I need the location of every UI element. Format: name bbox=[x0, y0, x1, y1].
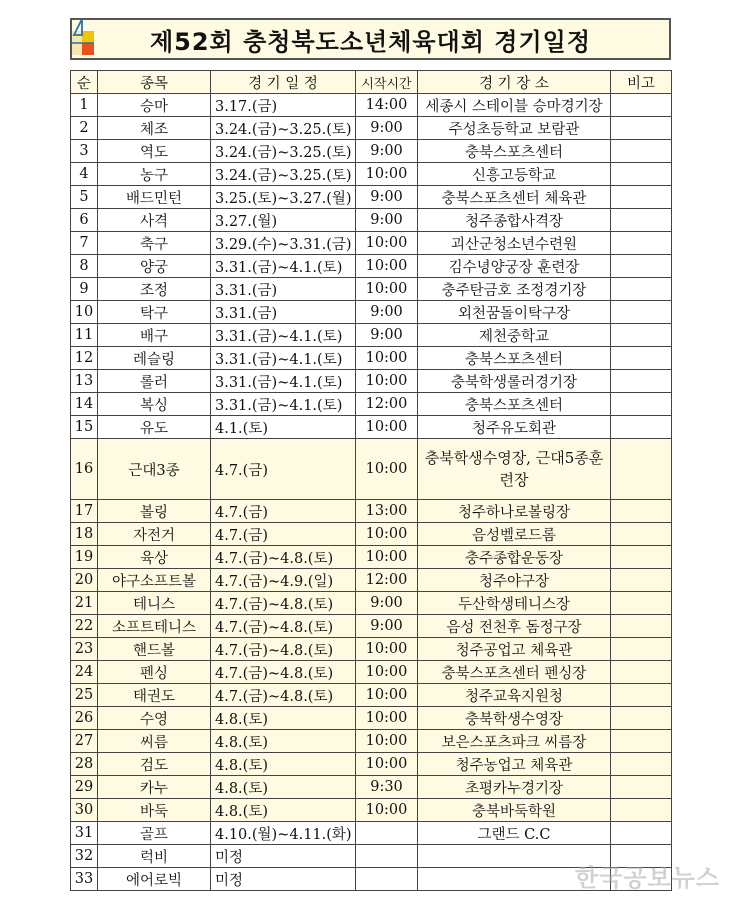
header-time: 시작시간 bbox=[356, 71, 418, 94]
header-venue: 경 기 장 소 bbox=[418, 71, 611, 94]
row-venue: 김수녕양궁장 훈련장 bbox=[418, 255, 611, 278]
table-row bbox=[71, 370, 672, 393]
row-note bbox=[611, 730, 672, 753]
row-note bbox=[611, 546, 672, 569]
row-event: 배구 bbox=[98, 324, 211, 347]
row-event: 복싱 bbox=[98, 393, 211, 416]
row-time: 10:00 bbox=[356, 523, 418, 546]
row-venue: 충북학생롤러경기장 bbox=[418, 370, 611, 393]
row-no: 17 bbox=[71, 500, 98, 523]
row-event: 축구 bbox=[98, 232, 211, 255]
row-no: 6 bbox=[71, 209, 98, 232]
row-venue: 제천중학교 bbox=[418, 324, 611, 347]
row-time: 12:00 bbox=[356, 569, 418, 592]
watermark: 한국공보뉴스 bbox=[574, 864, 720, 892]
row-note bbox=[611, 661, 672, 684]
row-event: 럭비 bbox=[98, 845, 211, 868]
row-note bbox=[611, 209, 672, 232]
row-venue: 충북바둑학원 bbox=[418, 799, 611, 822]
table-header bbox=[71, 71, 672, 94]
row-date: 3.31.(금) bbox=[211, 301, 356, 324]
table-row bbox=[71, 799, 672, 822]
row-time: 9:30 bbox=[356, 776, 418, 799]
row-venue: 충북스포츠센터 bbox=[418, 393, 611, 416]
row-date: 3.31.(금)~4.1.(토) bbox=[211, 255, 356, 278]
row-no: 2 bbox=[71, 117, 98, 140]
row-no: 10 bbox=[71, 301, 98, 324]
row-note bbox=[611, 140, 672, 163]
table-row bbox=[71, 569, 672, 592]
row-date: 4.7.(금) bbox=[211, 439, 356, 500]
table-row bbox=[71, 684, 672, 707]
row-date: 4.7.(금) bbox=[211, 500, 356, 523]
row-no: 30 bbox=[71, 799, 98, 822]
row-no: 16 bbox=[71, 439, 98, 500]
row-date: 4.7.(금) bbox=[211, 523, 356, 546]
row-venue: 그랜드 C.C bbox=[418, 822, 611, 845]
row-event: 체조 bbox=[98, 117, 211, 140]
row-event: 씨름 bbox=[98, 730, 211, 753]
row-venue: 청주종합사격장 bbox=[418, 209, 611, 232]
row-event: 에어로빅 bbox=[98, 868, 211, 891]
row-event: 테니스 bbox=[98, 592, 211, 615]
row-no: 22 bbox=[71, 615, 98, 638]
row-no: 12 bbox=[71, 347, 98, 370]
row-venue: 음성 전천후 돔정구장 bbox=[418, 615, 611, 638]
row-event: 농구 bbox=[98, 163, 211, 186]
row-date: 3.31.(금) bbox=[211, 278, 356, 301]
row-venue: 보은스포츠파크 씨름장 bbox=[418, 730, 611, 753]
row-venue: 청주교육지원청 bbox=[418, 684, 611, 707]
row-venue: 청주유도회관 bbox=[418, 416, 611, 439]
row-venue: 청주공업고 체육관 bbox=[418, 638, 611, 661]
table-row bbox=[71, 301, 672, 324]
row-date: 4.8.(토) bbox=[211, 707, 356, 730]
row-no: 32 bbox=[71, 845, 98, 868]
row-time: 9:00 bbox=[356, 592, 418, 615]
row-date: 3.17.(금) bbox=[211, 94, 356, 117]
row-venue: 초평카누경기장 bbox=[418, 776, 611, 799]
row-no: 1 bbox=[71, 94, 98, 117]
row-date: 3.27.(월) bbox=[211, 209, 356, 232]
table-row bbox=[71, 163, 672, 186]
row-no: 21 bbox=[71, 592, 98, 615]
row-date: 4.8.(토) bbox=[211, 730, 356, 753]
row-venue: 주성초등학교 보람관 bbox=[418, 117, 611, 140]
row-date: 3.31.(금)~4.1.(토) bbox=[211, 370, 356, 393]
table-row bbox=[71, 730, 672, 753]
row-event: 롤러 bbox=[98, 370, 211, 393]
table-row bbox=[71, 232, 672, 255]
row-time: 9:00 bbox=[356, 615, 418, 638]
table-row bbox=[71, 347, 672, 370]
row-venue: 세종시 스테이블 승마경기장 bbox=[418, 94, 611, 117]
row-time: 10:00 bbox=[356, 347, 418, 370]
row-date: 4.7.(금)~4.8.(토) bbox=[211, 546, 356, 569]
row-date: 4.8.(토) bbox=[211, 776, 356, 799]
row-note bbox=[611, 707, 672, 730]
row-venue: 청주야구장 bbox=[418, 569, 611, 592]
row-date: 4.8.(토) bbox=[211, 753, 356, 776]
row-time: 10:00 bbox=[356, 753, 418, 776]
row-event: 카누 bbox=[98, 776, 211, 799]
table-row bbox=[71, 776, 672, 799]
row-no: 14 bbox=[71, 393, 98, 416]
row-no: 18 bbox=[71, 523, 98, 546]
row-no: 15 bbox=[71, 416, 98, 439]
row-date: 3.24.(금)~3.25.(토) bbox=[211, 163, 356, 186]
row-time: 10:00 bbox=[356, 278, 418, 301]
header-no: 순 bbox=[71, 71, 98, 94]
row-date: 3.24.(금)~3.25.(토) bbox=[211, 117, 356, 140]
row-no: 13 bbox=[71, 370, 98, 393]
row-date: 3.24.(금)~3.25.(토) bbox=[211, 140, 356, 163]
row-note bbox=[611, 684, 672, 707]
row-date: 4.7.(금)~4.8.(토) bbox=[211, 615, 356, 638]
row-venue: 두산학생테니스장 bbox=[418, 592, 611, 615]
table-row bbox=[71, 615, 672, 638]
table-row bbox=[71, 523, 672, 546]
row-no: 33 bbox=[71, 868, 98, 891]
row-venue: 충북학생수영장 bbox=[418, 707, 611, 730]
row-time: 10:00 bbox=[356, 638, 418, 661]
row-venue: 충북스포츠센터 체육관 bbox=[418, 186, 611, 209]
table-row bbox=[71, 707, 672, 730]
row-date: 3.31.(금)~4.1.(토) bbox=[211, 347, 356, 370]
row-note bbox=[611, 416, 672, 439]
schedule-title bbox=[70, 18, 671, 60]
row-event: 역도 bbox=[98, 140, 211, 163]
table-row bbox=[71, 209, 672, 232]
table-row bbox=[71, 278, 672, 301]
header-event: 종목 bbox=[98, 71, 211, 94]
table-row bbox=[71, 500, 672, 523]
row-venue: 음성벨로드롬 bbox=[418, 523, 611, 546]
row-date: 4.7.(금)~4.8.(토) bbox=[211, 638, 356, 661]
row-note bbox=[611, 753, 672, 776]
row-venue: 청주하나로볼링장 bbox=[418, 500, 611, 523]
table-row bbox=[71, 393, 672, 416]
table-row bbox=[71, 94, 672, 117]
row-no: 20 bbox=[71, 569, 98, 592]
header-date: 경 기 일 정 bbox=[211, 71, 356, 94]
row-note bbox=[611, 500, 672, 523]
row-note bbox=[611, 117, 672, 140]
row-date: 미정 bbox=[211, 845, 356, 868]
row-time: 10:00 bbox=[356, 370, 418, 393]
row-event: 육상 bbox=[98, 546, 211, 569]
row-event: 펜싱 bbox=[98, 661, 211, 684]
row-date: 3.29.(수)~3.31.(금) bbox=[211, 232, 356, 255]
row-no: 8 bbox=[71, 255, 98, 278]
row-time: 9:00 bbox=[356, 209, 418, 232]
table-row bbox=[71, 186, 672, 209]
row-no: 24 bbox=[71, 661, 98, 684]
row-time: 10:00 bbox=[356, 707, 418, 730]
row-date: 미정 bbox=[211, 868, 356, 891]
row-event: 바둑 bbox=[98, 799, 211, 822]
row-note bbox=[611, 615, 672, 638]
table-row bbox=[71, 638, 672, 661]
row-time bbox=[356, 845, 418, 868]
row-time: 10:00 bbox=[356, 232, 418, 255]
table-row bbox=[71, 822, 672, 845]
row-time: 14:00 bbox=[356, 94, 418, 117]
row-time: 10:00 bbox=[356, 684, 418, 707]
row-venue: 신흥고등학교 bbox=[418, 163, 611, 186]
table-row bbox=[71, 416, 672, 439]
row-date: 3.25.(토)~3.27.(월) bbox=[211, 186, 356, 209]
row-no: 5 bbox=[71, 186, 98, 209]
row-venue: 충북학생수영장, 근대5종훈련장 bbox=[418, 439, 611, 500]
row-note bbox=[611, 347, 672, 370]
row-time: 9:00 bbox=[356, 186, 418, 209]
row-venue: 충북스포츠센터 bbox=[418, 140, 611, 163]
row-time: 10:00 bbox=[356, 730, 418, 753]
table-row bbox=[71, 140, 672, 163]
row-note bbox=[611, 439, 672, 500]
row-no: 27 bbox=[71, 730, 98, 753]
row-time: 9:00 bbox=[356, 117, 418, 140]
row-time: 10:00 bbox=[356, 439, 418, 500]
row-date: 4.1.(토) bbox=[211, 416, 356, 439]
row-note bbox=[611, 278, 672, 301]
row-date: 4.7.(금)~4.8.(토) bbox=[211, 592, 356, 615]
row-no: 19 bbox=[71, 546, 98, 569]
row-date: 4.10.(월)~4.11.(화) bbox=[211, 822, 356, 845]
row-note bbox=[611, 255, 672, 278]
row-no: 25 bbox=[71, 684, 98, 707]
row-date: 3.31.(금)~4.1.(토) bbox=[211, 324, 356, 347]
row-note bbox=[611, 638, 672, 661]
row-event: 근대3종 bbox=[98, 439, 211, 500]
row-note bbox=[611, 163, 672, 186]
row-event: 검도 bbox=[98, 753, 211, 776]
table-row bbox=[71, 592, 672, 615]
row-date: 4.8.(토) bbox=[211, 799, 356, 822]
row-note bbox=[611, 232, 672, 255]
row-event: 양궁 bbox=[98, 255, 211, 278]
table-row bbox=[71, 546, 672, 569]
row-no: 29 bbox=[71, 776, 98, 799]
row-date: 3.31.(금)~4.1.(토) bbox=[211, 393, 356, 416]
table-row bbox=[71, 324, 672, 347]
row-no: 28 bbox=[71, 753, 98, 776]
header-note: 비고 bbox=[611, 71, 672, 94]
row-no: 7 bbox=[71, 232, 98, 255]
row-time: 9:00 bbox=[356, 301, 418, 324]
row-time: 10:00 bbox=[356, 163, 418, 186]
table-row bbox=[71, 117, 672, 140]
row-time: 9:00 bbox=[356, 324, 418, 347]
row-note bbox=[611, 324, 672, 347]
row-event: 사격 bbox=[98, 209, 211, 232]
row-time: 10:00 bbox=[356, 416, 418, 439]
row-time: 9:00 bbox=[356, 140, 418, 163]
table-row bbox=[71, 753, 672, 776]
row-time bbox=[356, 868, 418, 891]
row-event: 골프 bbox=[98, 822, 211, 845]
row-time: 10:00 bbox=[356, 546, 418, 569]
row-note bbox=[611, 822, 672, 845]
row-event: 볼링 bbox=[98, 500, 211, 523]
row-note bbox=[611, 94, 672, 117]
row-event: 조정 bbox=[98, 278, 211, 301]
row-date: 4.7.(금)~4.9.(일) bbox=[211, 569, 356, 592]
row-no: 31 bbox=[71, 822, 98, 845]
row-event: 자전거 bbox=[98, 523, 211, 546]
row-venue: 충주종합운동장 bbox=[418, 546, 611, 569]
row-time: 10:00 bbox=[356, 799, 418, 822]
row-no: 4 bbox=[71, 163, 98, 186]
row-time: 12:00 bbox=[356, 393, 418, 416]
row-time: 10:00 bbox=[356, 661, 418, 684]
row-event: 레슬링 bbox=[98, 347, 211, 370]
row-time: 13:00 bbox=[356, 500, 418, 523]
row-no: 3 bbox=[71, 140, 98, 163]
title-text: 제52회 충청북도소년체육대회 경기일정 bbox=[149, 27, 592, 56]
row-event: 야구소프트볼 bbox=[98, 569, 211, 592]
row-note bbox=[611, 592, 672, 615]
row-event: 수영 bbox=[98, 707, 211, 730]
row-event: 소프트테니스 bbox=[98, 615, 211, 638]
row-event: 승마 bbox=[98, 94, 211, 117]
row-no: 11 bbox=[71, 324, 98, 347]
row-no: 23 bbox=[71, 638, 98, 661]
row-time bbox=[356, 822, 418, 845]
row-event: 배드민턴 bbox=[98, 186, 211, 209]
row-note bbox=[611, 776, 672, 799]
table-row bbox=[71, 439, 672, 500]
row-venue: 충북스포츠센터 펜싱장 bbox=[418, 661, 611, 684]
row-note bbox=[611, 370, 672, 393]
row-date: 4.7.(금)~4.8.(토) bbox=[211, 684, 356, 707]
logo-icon bbox=[72, 17, 96, 57]
row-no: 9 bbox=[71, 278, 98, 301]
row-venue: 청주농업고 체육관 bbox=[418, 753, 611, 776]
row-event: 태권도 bbox=[98, 684, 211, 707]
row-event: 유도 bbox=[98, 416, 211, 439]
table-row bbox=[71, 661, 672, 684]
row-no: 26 bbox=[71, 707, 98, 730]
row-note bbox=[611, 799, 672, 822]
row-venue: 괴산군청소년수련원 bbox=[418, 232, 611, 255]
row-venue: 충북스포츠센터 bbox=[418, 347, 611, 370]
row-time: 10:00 bbox=[356, 255, 418, 278]
row-note bbox=[611, 301, 672, 324]
row-date: 4.7.(금)~4.8.(토) bbox=[211, 661, 356, 684]
row-note bbox=[611, 186, 672, 209]
row-note bbox=[611, 569, 672, 592]
schedule-table bbox=[70, 70, 672, 891]
row-note bbox=[611, 523, 672, 546]
row-event: 핸드볼 bbox=[98, 638, 211, 661]
table-row bbox=[71, 255, 672, 278]
row-event: 탁구 bbox=[98, 301, 211, 324]
row-venue: 충주탄금호 조정경기장 bbox=[418, 278, 611, 301]
row-note bbox=[611, 393, 672, 416]
row-venue: 외천꿈돌이탁구장 bbox=[418, 301, 611, 324]
